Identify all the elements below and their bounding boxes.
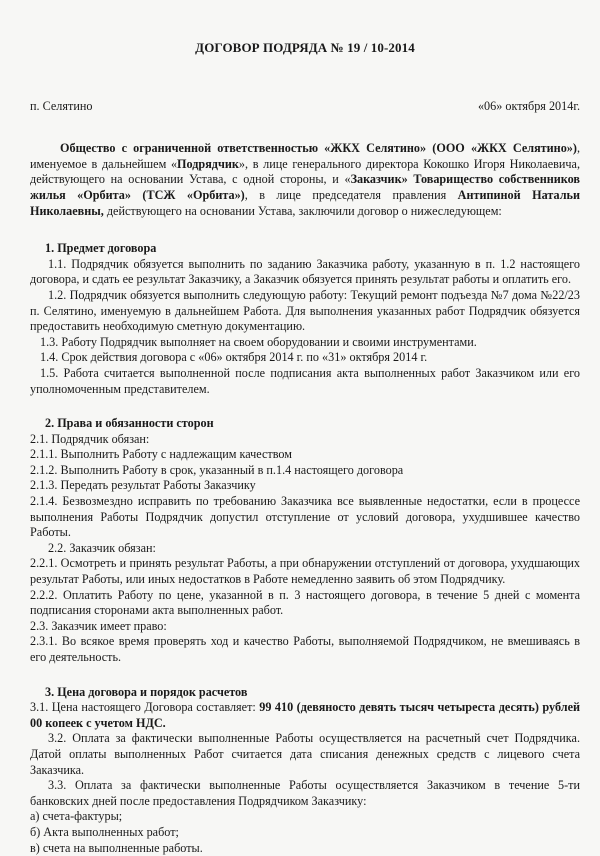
clause-2-3-1: 2.3.1. Во всякое время проверять ход и качество Работы, выполняемой Подрядчиком, не вмешиваясь в его деятельность. (30, 634, 580, 664)
clause-1-2: 1.2. Подрядчик обязуется выполнить следующую работу: Текущий ремонт подъезда №7 дома №22/23 п. Селятино, именуемую в дальнейшем Работа. Для выполнения указанных работ Подрядчик обязуется предоставить необходимую сметную документацию. (30, 287, 580, 334)
clause-3-3: 3.3. Оплата за фактически выполненные Работы осуществляется Заказчиком в течение 5-ти банковских дней после предоставления Подрядчиком Заказчику: (30, 778, 580, 808)
preamble-part: Общество с ограниченной ответственностью «ЖКХ Селятино» (ООО «ЖКХ Селятино») (60, 141, 577, 156)
clause-2-2-1: 2.2.1. Осмотреть и принять результат Работы, а при обнаружении отступлений от договора, ухудшающих результат Работы, или иных недостатков в Работе немедленно заявить об этом Подрядчику. (30, 556, 580, 587)
clause-2-1-4: 2.1.4. Безвозмездно исправить по требованию Заказчика все выявленные недостатки, если в процессе выполнения Работы Подрядчик допустил отступление от условий договора, ухудшившее качество Работы. (30, 494, 580, 540)
place-date-line (30, 99, 580, 115)
clause-2-3: 2.3. Заказчик имеет право: (30, 618, 167, 633)
place: п. Селятино (30, 98, 93, 113)
preamble-part: Антипиной Натальи Николаевны, (30, 187, 581, 218)
clause-1-1: 1.1. Подрядчик обязуется выполнить по заданию Заказчика работу, указанную в п. 1.2 настоящего договора, и сдать ее результат Заказчику, а Заказчик обязуется принять результат работы и оплатить его. (30, 256, 580, 287)
clause-2-1-2: 2.1.2. Выполнить Работу в срок, указанный в п.1.4 настоящего договора (30, 462, 404, 477)
section-heading: 2. Права и обязанности сторон (45, 416, 214, 431)
section-heading: 1. Предмет договора (45, 241, 157, 256)
contract-date: «06» октября 2014г. (477, 98, 580, 113)
preamble-part: », в лице генерального директора Кокошко Игоря Николаевича, действующего на основании Устава, с одной стороны, и « (30, 156, 580, 187)
spacer (30, 397, 580, 416)
clause-1-4: 1.4. Срок действия договора с «06» октября 2014 г. по «31» октября 2014 г. (40, 350, 428, 365)
clause-2-1: 2.1. Подрядчик обязан: (30, 431, 150, 446)
clause-2-1-3: 2.1.3. Передать результат Работы Заказчику (30, 478, 256, 493)
preamble-part: , именуемое в дальнейшем « (30, 141, 580, 171)
preamble-part: действующего на основании Устава, заключили договор о нижеследующем: (103, 203, 502, 218)
list-item-b: б) Акта выполненных работ; (30, 824, 179, 839)
clause-3-2: 3.2. Оплата за фактически выполненные Работы осуществляется на расчетный счет Подрядчика. Датой оплаты выполненных Работ считается дата списания денежных средств с лицевого счета Заказчика. (30, 731, 580, 777)
price-value: 99 410 (девяносто девять тысяч четыреста десять) рублей 00 копеек с учетом НДС. (30, 700, 581, 730)
preamble-part: Заказчик» Товарищество собственников жилья «Орбита» (ТСЖ «Орбита») (30, 172, 581, 202)
price-label: 3.1. Цена настоящего Договора составляет: (30, 700, 260, 715)
clause-2-1-1: 2.1.1. Выполнить Работу с надлежащим качеством (30, 447, 292, 462)
preamble-part: Подрядчик (177, 156, 239, 171)
preamble-part: , в лице председателя правления (244, 187, 458, 202)
document-title: ДОГОВОР ПОДРЯДА № 19 / 10-2014 (195, 40, 415, 55)
clause-2-2-2: 2.2.2. Оплатить Работу по цене, указанной в п. 3 настоящего договора, в течение 5 дней с момента подписания сторонами акта выполненных работ. (30, 587, 580, 618)
clause-1-5: 1.5. Работа считается выполненной после подписания акта выполненных работ Заказчиком или его уполномоченным представителем. (30, 365, 580, 396)
list-item-c: в) счета на выполненные работы. (30, 840, 203, 855)
spacer (30, 666, 580, 685)
clause-2-2: 2.2. Заказчик обязан: (48, 540, 156, 555)
list-item-a: а) счета-фактуры; (30, 809, 123, 824)
clause-1-3: 1.3. Работу Подрядчик выполняет на своем оборудовании и своими инструментами. (40, 334, 477, 349)
clause-3-1 (30, 700, 580, 731)
preamble (30, 141, 580, 219)
section-heading: 3. Цена договора и порядок расчетов (45, 684, 248, 699)
